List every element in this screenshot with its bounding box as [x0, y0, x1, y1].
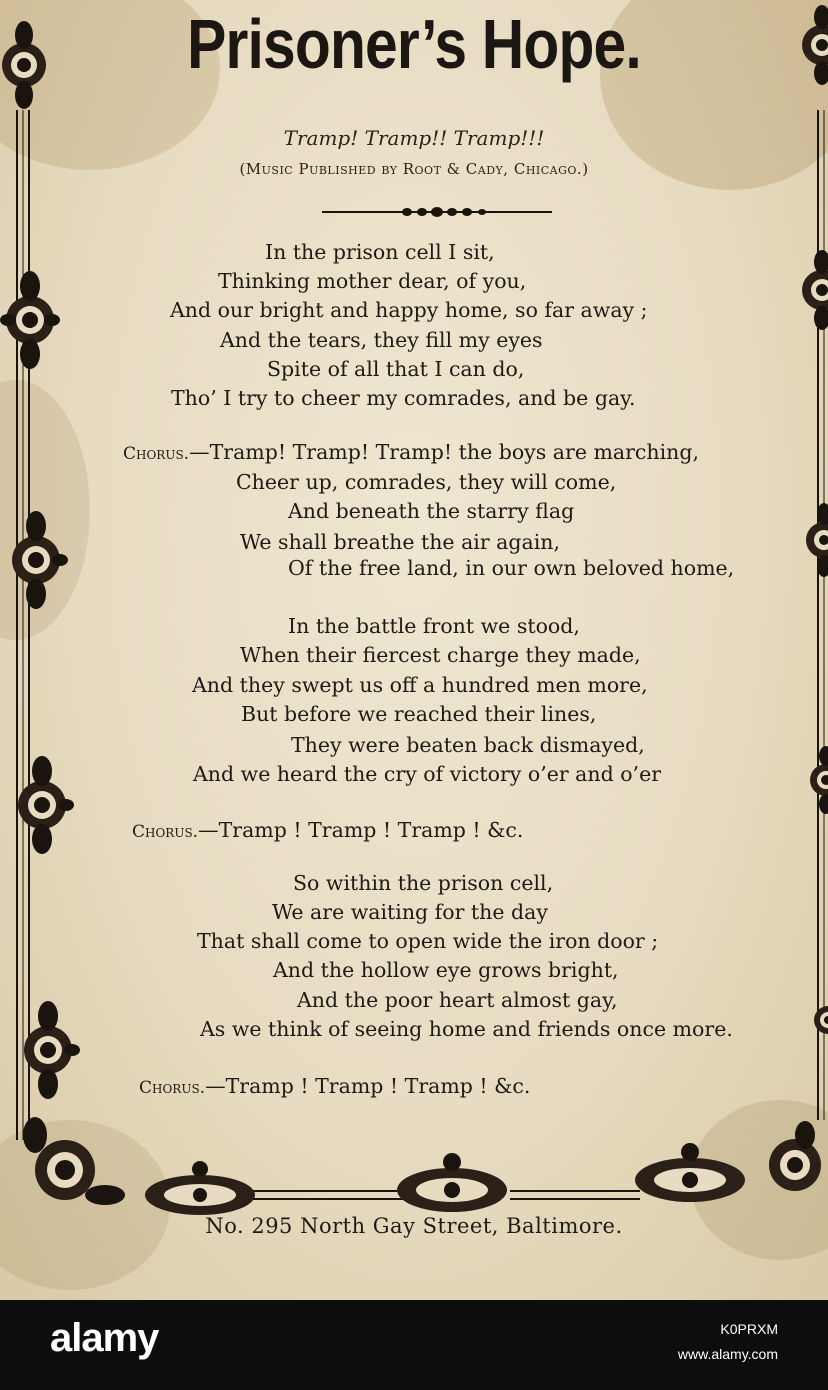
watermark-logo: alamy	[50, 1316, 159, 1360]
chorus-label: Chorus.	[139, 1078, 206, 1098]
tune-subtitle: Tramp! Tramp!! Tramp!!!	[283, 126, 545, 150]
verse-2-line-3: And they swept us off a hundred men more,	[192, 673, 648, 697]
chorus-reference-text: —Tramp ! Tramp ! Tramp ! &c.	[205, 1074, 531, 1098]
verse-3-line-3: That shall come to open wide the iron door ;	[197, 929, 659, 953]
verse-1-line-3: And our bright and happy home, so far away ;	[170, 298, 648, 322]
chorus-line-2: Cheer up, comrades, they will come,	[236, 470, 617, 494]
chorus-first-line	[123, 440, 699, 466]
verse-2-line-1: In the battle front we stood,	[288, 614, 580, 638]
chorus-line-3: And beneath the starry flag	[288, 499, 575, 523]
verse-1-line-6: Tho’ I try to cheer my comrades, and be gay.	[171, 386, 636, 410]
chorus-line-5: Of the free land, in our own beloved home,	[288, 556, 735, 580]
verse-1-line-4: And the tears, they fill my eyes	[220, 328, 543, 352]
verse-1-line-1: In the prison cell I sit,	[265, 240, 495, 264]
printer-address: No. 295 North Gay Street, Baltimore.	[205, 1214, 623, 1238]
verse-2-line-5: They were beaten back dismayed,	[291, 733, 645, 757]
left-ornamental-border	[0, 0, 80, 1240]
chorus-reference-1	[132, 818, 523, 844]
verse-2-line-6: And we heard the cry of victory o’er and o’er	[193, 762, 662, 786]
chorus-first-text: —Tramp! Tramp! Tramp! the boys are marching,	[189, 440, 700, 464]
divider-ornament	[322, 204, 552, 220]
verse-2-line-2: When their fiercest charge they made,	[240, 643, 641, 667]
broadside-title: Prisoner’s Hope.	[187, 5, 641, 83]
verse-3-line-4: And the hollow eye grows bright,	[273, 958, 619, 982]
verse-1-line-2: Thinking mother dear, of you,	[218, 269, 527, 293]
verse-3-line-2: We are waiting for the day	[272, 900, 548, 924]
verse-3-line-1: So within the prison cell,	[293, 871, 554, 895]
watermark-url: www.alamy.com	[677, 1346, 778, 1362]
music-credit: (Music Published by Root & Cady, Chicago.)	[239, 160, 589, 178]
verse-3-line-6: As we think of seeing home and friends once more.	[200, 1017, 733, 1041]
chorus-label: Chorus.	[123, 444, 190, 464]
watermark-image-id: K0PRXM	[720, 1321, 778, 1337]
right-ornamental-border	[788, 0, 828, 1240]
chorus-reference-2	[139, 1074, 530, 1100]
verse-2-line-4: But before we reached their lines,	[241, 702, 597, 726]
chorus-line-4: We shall breathe the air again,	[240, 530, 561, 554]
chorus-reference-text: —Tramp ! Tramp ! Tramp ! &c.	[198, 818, 524, 842]
chorus-label: Chorus.	[132, 822, 199, 842]
verse-1-line-5: Spite of all that I can do,	[267, 357, 525, 381]
verse-3-line-5: And the poor heart almost gay,	[297, 988, 618, 1012]
